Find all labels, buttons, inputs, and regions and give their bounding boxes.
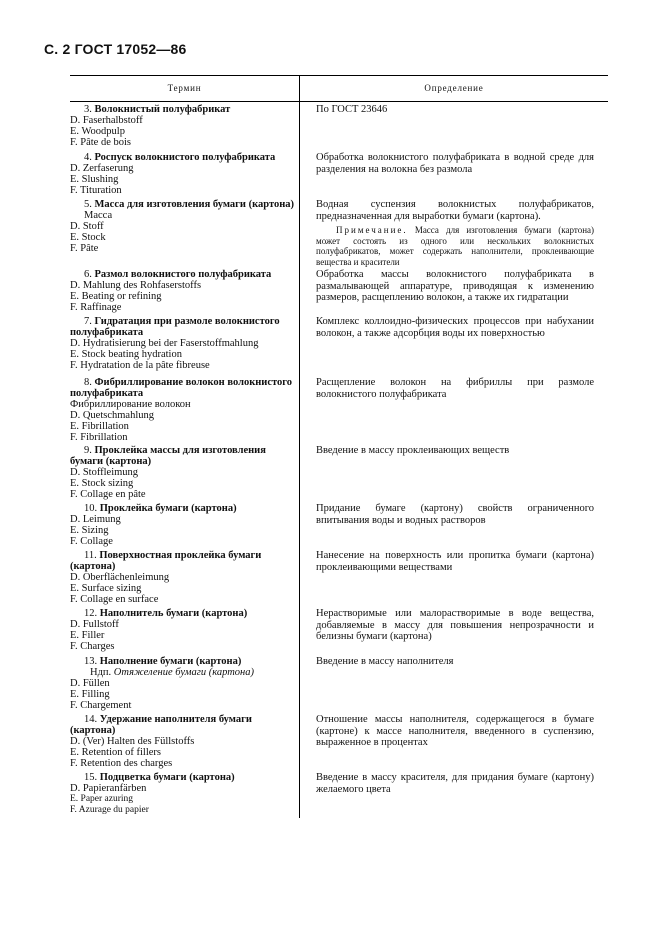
term-translation-de: D. Fullstoff (70, 619, 119, 630)
term-translation-en: E. Fibrillation (70, 421, 129, 432)
definition-8: Расщепление волокон на фибриллы при размоле волокнистого полуфабриката (316, 377, 594, 400)
term-synonym: Масса (84, 210, 113, 221)
term-entry-6 (70, 269, 296, 313)
term-translation-en: E. Surface sizing (70, 583, 142, 594)
term-translation-en: E. Sizing (70, 525, 109, 536)
term-translation-fr: F. Collage en surface (70, 594, 159, 605)
term-synonym: Фибриллирование волокон (70, 399, 191, 410)
term-title: Проклейка бумаги (картона) (99, 503, 237, 514)
term-title: Проклейка массы для изготовления бумаги (картона) (70, 445, 266, 467)
term-translation-de: D. Leimung (70, 514, 121, 525)
term-translation-en: E. Beating or refining (70, 291, 162, 302)
term-translation-de: D. Stoff (70, 221, 104, 232)
term-translation-fr: F. Retention des charges (70, 758, 173, 769)
term-number: 6. (84, 269, 92, 280)
term-number: 9. (84, 445, 92, 456)
term-translation-en: E. Stock beating hydration (70, 349, 182, 360)
term-translation-en: E. Stock (70, 232, 106, 243)
note-label: Примечание. (336, 225, 408, 235)
term-translation-fr: F. Raffinage (70, 302, 122, 313)
term-title: Подцветка бумаги (картона) (99, 772, 235, 783)
term-translation-de: D. Faserhalbstoff (70, 115, 143, 126)
term-number: 11. (84, 550, 97, 561)
term-translation-de: D. Stoffleimung (70, 467, 139, 478)
definition-7: Комплекс коллоидно-физических процессов при набухании волокон, а также адсорбция воды их поверхностью (316, 316, 594, 339)
column-header-terms: Термин (167, 83, 202, 93)
definition-14: Отношение массы наполнителя, содержащегося в бумаге (картоне) к массе наполнителя, введенного в суспензию, выраженное в процентах (316, 714, 594, 748)
term-title: Фибриллирование волокон волокнистого полуфабриката (70, 377, 293, 399)
definition-10: Придание бумаге (картону) свойств ограниченного впитывания воды и водных растворов (316, 503, 594, 526)
term-number: 7. (84, 316, 92, 327)
definition-11: Нанесение на поверхность или пропитка бумаги (картона) проклеивающими веществами (316, 550, 594, 573)
page-header: С. 2 ГОСТ 17052—86 (44, 41, 187, 57)
term-translation-de: D. Oberflächenleimung (70, 572, 170, 583)
term-translation-en: E. Retention of fillers (70, 747, 161, 758)
term-title: Наполнение бумаги (картона) (99, 656, 242, 667)
term-title: Поверхностная проклейка бумаги (картона) (70, 550, 262, 572)
term-translation-fr: F. Hydratation de la pâte fibreuse (70, 360, 210, 371)
definition-13: Введение в массу наполнителя (316, 656, 454, 667)
definition-12: Нерастворимые или малорастворимые в воде вещества, добавляемые в массу для повышения непрозрачности и белизны бумаги (картона) (316, 608, 594, 642)
term-number: 13. (84, 656, 98, 667)
term-translation-de: D. Quetschmahlung (70, 410, 154, 421)
term-translation-de: D. (Ver) Halten des Füllstoffs (70, 736, 195, 747)
definition-3: По ГОСТ 23646 (316, 104, 388, 115)
term-title: Размол волокнистого полуфабриката (94, 269, 272, 280)
definition-5-note (316, 225, 594, 267)
term-entry-3 (70, 104, 296, 148)
column-divider (299, 75, 300, 818)
term-translation-fr: F. Azurage du papier (70, 805, 149, 815)
term-number: 15. (84, 772, 98, 783)
term-title: Масса для изготовления бумаги (картона) (94, 199, 295, 210)
term-entry-9 (70, 445, 296, 500)
definition-4: Обработка волокнистого полуфабриката в водной среде для разделения на волокна без размола (316, 152, 594, 175)
table-header-rule (70, 101, 608, 102)
term-title: Удержание наполнителя бумаги (картона) (70, 714, 252, 736)
term-number: 8. (84, 377, 92, 388)
term-entry-11 (70, 550, 296, 605)
term-translation-fr: F. Chargement (70, 700, 132, 711)
term-translation-de: D. Zerfaserung (70, 163, 134, 174)
term-entry-10 (70, 503, 296, 547)
note-text: Масса для изготовления бумаги (картона) может состоять из одного или нескольких волокнистых полуфабрикатов, может содержать наполнители, проклеивающие вещества и красители (316, 225, 594, 267)
definition-6: Обработка массы волокнистого полуфабриката в размалывающей аппаратуре, приводящая к изменению размеров, расщеплению волокон, а также их гидратации (316, 269, 594, 303)
term-entry-7 (70, 316, 296, 371)
term-entry-14 (70, 714, 296, 769)
term-entry-15 (70, 772, 296, 816)
term-entry-8 (70, 377, 296, 443)
term-number: 10. (84, 503, 98, 514)
term-translation-de: D. Hydratisierung bei der Faserstoffmahlung (70, 338, 259, 349)
column-header-definition: Определение (424, 83, 484, 93)
term-deprecated (70, 667, 296, 678)
term-translation-fr: F. Pâte de bois (70, 137, 131, 148)
term-translation-en: E. Stock sizing (70, 478, 134, 489)
term-translation-fr: F. Fibrillation (70, 432, 128, 443)
definition-15: Введение в массу красителя, для придания бумаге (картону) желаемого цвета (316, 772, 594, 795)
term-entry-12 (70, 608, 296, 652)
definition-5: Водная суспензия волокнистых полуфабрикатов, предназначенная для выработки бумаги (картона). (316, 199, 594, 222)
term-translation-en: E. Woodpulp (70, 126, 125, 137)
term-translation-en: E. Filler (70, 630, 105, 641)
term-number: 4. (84, 152, 92, 163)
term-translation-fr: F. Charges (70, 641, 115, 652)
term-entry-13 (70, 656, 296, 711)
definition-9: Введение в массу проклеивающих веществ (316, 445, 510, 456)
term-number: 14. (84, 714, 98, 725)
term-number: 3. (84, 104, 92, 115)
term-title: Волокнистый полуфабрикат (94, 104, 231, 115)
ndp-term: Отяжеление бумаги (картона) (113, 667, 255, 678)
term-translation-fr: F. Tituration (70, 185, 122, 196)
term-number: 5. (84, 199, 92, 210)
term-title: Гидратация при размоле волокнистого полуфабриката (70, 316, 280, 338)
term-entry-5 (70, 199, 296, 254)
term-translation-en: E. Slushing (70, 174, 119, 185)
term-translation-de: D. Füllen (70, 678, 110, 689)
term-translation-de: D. Mahlung des Rohfaserstoffs (70, 280, 202, 291)
ndp-label: Ндп. (90, 667, 112, 678)
term-translation-fr: F. Collage en pâte (70, 489, 146, 500)
term-translation-fr: F. Collage (70, 536, 113, 547)
term-translation-en: E. Filling (70, 689, 110, 700)
term-number: 12. (84, 608, 98, 619)
term-entry-4 (70, 152, 296, 196)
term-translation-en: E. Paper azuring (70, 794, 134, 804)
term-title: Наполнитель бумаги (картона) (99, 608, 248, 619)
term-title: Роспуск волокнистого полуфабриката (94, 152, 276, 163)
term-translation-fr: F. Pâte (70, 243, 99, 254)
term-translation-de: D. Papieranfärben (70, 783, 147, 794)
